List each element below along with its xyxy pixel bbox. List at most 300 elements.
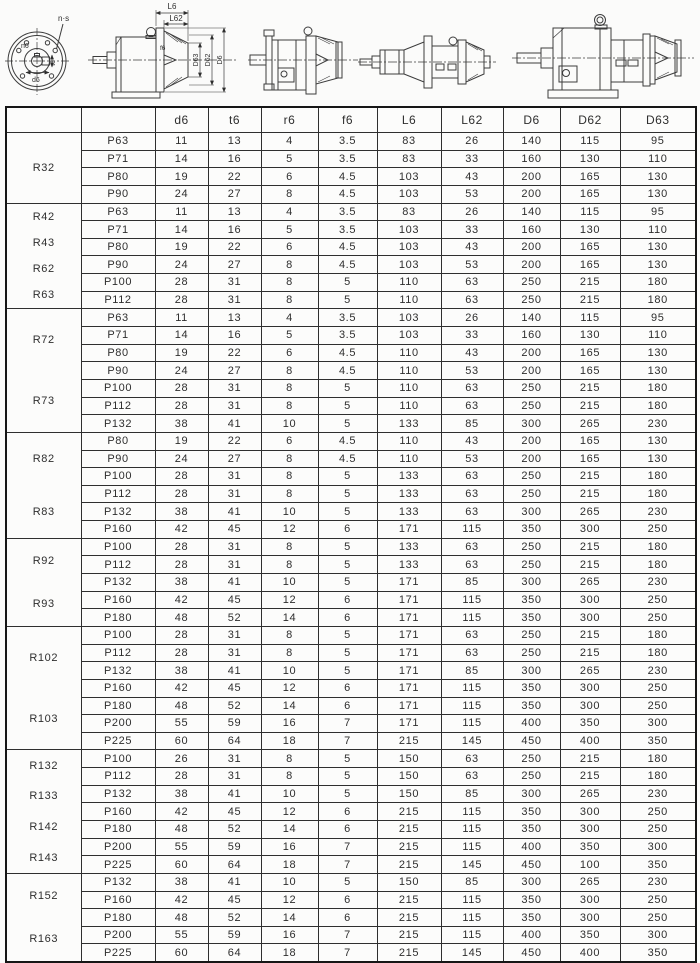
dimension-value-cell: 145 (441, 732, 503, 750)
dimension-value-cell: 5 (261, 327, 318, 345)
frame-size-cell: P100 (81, 750, 155, 768)
dimension-value-cell: 230 (620, 873, 696, 891)
dimension-value-cell: 250 (503, 274, 560, 292)
frame-size-cell: P71 (81, 150, 155, 168)
dimension-value-cell: 8 (261, 274, 318, 292)
table-row (6, 609, 696, 627)
column-header-L6: L6 (377, 107, 441, 133)
dimension-value-cell: 250 (620, 803, 696, 821)
table-row (6, 856, 696, 874)
dimension-value-cell: 160 (503, 221, 560, 239)
dimension-value-cell: 28 (155, 626, 208, 644)
dimension-value-cell: 200 (503, 362, 560, 380)
dimension-value-cell: 14 (261, 820, 318, 838)
dimension-value-cell: 110 (377, 344, 441, 362)
group-label-cell (6, 538, 81, 626)
dimension-value-cell: 133 (377, 556, 441, 574)
dimension-value-cell: 28 (155, 468, 208, 486)
dimension-value-cell: 115 (441, 909, 503, 927)
dimension-value-cell: 400 (560, 732, 620, 750)
dimension-value-cell: 64 (208, 732, 261, 750)
dimension-value-cell: 300 (560, 909, 620, 927)
group-label: R152 (29, 889, 59, 902)
table-row (6, 415, 696, 433)
dimension-value-cell: 130 (620, 256, 696, 274)
dimension-value-cell: 180 (620, 538, 696, 556)
dimension-value-cell: 22 (208, 238, 261, 256)
dimension-value-cell: 95 (620, 133, 696, 151)
group-label: R63 (32, 289, 55, 302)
dimension-value-cell: 38 (155, 574, 208, 592)
dimension-value-cell: 43 (441, 238, 503, 256)
dimension-value-cell: 250 (503, 291, 560, 309)
dimension-value-cell: 200 (503, 256, 560, 274)
dimension-value-cell: 200 (503, 432, 560, 450)
dimension-value-cell: 6 (318, 521, 377, 539)
dimension-value-cell: 115 (441, 803, 503, 821)
dimension-value-cell: 115 (560, 309, 620, 327)
dimension-value-cell: 300 (560, 679, 620, 697)
dimension-value-cell: 63 (441, 468, 503, 486)
table-row (6, 168, 696, 186)
dimension-value-cell: 4.5 (318, 168, 377, 186)
dimension-value-cell: 230 (620, 662, 696, 680)
dimension-value-cell: 215 (377, 820, 441, 838)
dimension-value-cell: 18 (261, 856, 318, 874)
dimension-value-cell: 19 (155, 168, 208, 186)
technical-drawings (0, 0, 700, 106)
table-row (6, 556, 696, 574)
frame-size-cell: P100 (81, 379, 155, 397)
dimension-value-cell: 4.5 (318, 185, 377, 203)
dimension-value-cell: 4.5 (318, 432, 377, 450)
dimension-value-cell: 215 (560, 538, 620, 556)
dimension-value-cell: 6 (261, 344, 318, 362)
dimension-value-cell: 52 (208, 909, 261, 927)
dimension-value-cell: 16 (208, 327, 261, 345)
dim-f6-label: f6 (160, 45, 166, 52)
frame-size-cell: P112 (81, 291, 155, 309)
dimension-value-cell: 59 (208, 715, 261, 733)
dimension-value-cell: 42 (155, 521, 208, 539)
frame-size-cell: P100 (81, 626, 155, 644)
dimension-value-cell: 400 (503, 715, 560, 733)
dimension-value-cell: 42 (155, 891, 208, 909)
dimension-value-cell: 28 (155, 556, 208, 574)
dimension-value-cell: 350 (503, 591, 560, 609)
flange-reducer-drawing (248, 27, 358, 94)
dimension-value-cell: 7 (318, 944, 377, 962)
dimension-value-cell: 165 (560, 185, 620, 203)
dimension-value-cell: 265 (560, 574, 620, 592)
dimension-value-cell: 165 (560, 362, 620, 380)
dimension-value-cell: 250 (503, 485, 560, 503)
group-label: R73 (32, 395, 55, 408)
dimensions-table-header (6, 107, 696, 133)
dimension-value-cell: 16 (208, 150, 261, 168)
table-row (6, 362, 696, 380)
dimension-value-cell: 3.5 (318, 221, 377, 239)
dimension-value-cell: 14 (261, 697, 318, 715)
table-row (6, 538, 696, 556)
dimension-value-cell: 64 (208, 944, 261, 962)
dimension-value-cell: 265 (560, 662, 620, 680)
dimension-value-cell: 215 (560, 750, 620, 768)
frame-size-cell: P180 (81, 609, 155, 627)
dimension-value-cell: 450 (503, 944, 560, 962)
dimension-value-cell: 6 (318, 591, 377, 609)
frame-size-cell: P132 (81, 503, 155, 521)
frame-size-cell: P132 (81, 662, 155, 680)
group-label-cell (6, 432, 81, 538)
frame-size-cell: P200 (81, 838, 155, 856)
frame-size-cell: P132 (81, 415, 155, 433)
dimension-value-cell: 250 (503, 468, 560, 486)
table-row (6, 785, 696, 803)
dimension-value-cell: 6 (261, 432, 318, 450)
dimension-value-cell: 130 (620, 238, 696, 256)
dimension-value-cell: 8 (261, 397, 318, 415)
dimension-value-cell: 250 (503, 556, 560, 574)
dimension-value-cell: 180 (620, 274, 696, 292)
frame-size-cell: P71 (81, 221, 155, 239)
dimension-value-cell: 41 (208, 503, 261, 521)
frame-size-cell: P63 (81, 133, 155, 151)
group-label-cell (6, 626, 81, 749)
dimension-value-cell: 250 (503, 538, 560, 556)
group-label: R133 (29, 790, 59, 803)
dimension-value-cell: 300 (560, 697, 620, 715)
dimension-value-cell: 215 (560, 379, 620, 397)
dimension-value-cell: 130 (620, 185, 696, 203)
dimension-value-cell: 300 (503, 873, 560, 891)
table-row (6, 450, 696, 468)
dimension-value-cell: 31 (208, 468, 261, 486)
dimension-value-cell: 300 (620, 838, 696, 856)
dimension-value-cell: 110 (377, 379, 441, 397)
dimension-value-cell: 53 (441, 185, 503, 203)
group-label-cell (6, 873, 81, 962)
dimension-value-cell: 300 (560, 521, 620, 539)
dimension-value-cell: 215 (377, 856, 441, 874)
table-row (6, 274, 696, 292)
dimension-value-cell: 4.5 (318, 450, 377, 468)
dimension-value-cell: 250 (503, 626, 560, 644)
table-row (6, 679, 696, 697)
dimension-value-cell: 53 (441, 450, 503, 468)
dimension-value-cell: 8 (261, 185, 318, 203)
group-label: R32 (32, 161, 55, 174)
frame-size-cell: P180 (81, 820, 155, 838)
dimension-value-cell: 215 (560, 468, 620, 486)
dimension-value-cell: 265 (560, 503, 620, 521)
frame-size-cell: P180 (81, 697, 155, 715)
dimension-value-cell: 215 (377, 838, 441, 856)
table-row (6, 820, 696, 838)
dimension-value-cell: 133 (377, 468, 441, 486)
dimension-value-cell: 4.5 (318, 238, 377, 256)
dimension-value-cell: 5 (318, 415, 377, 433)
dimension-value-cell: 171 (377, 697, 441, 715)
dimension-value-cell: 165 (560, 432, 620, 450)
dimension-value-cell: 60 (155, 856, 208, 874)
foot-mounted-reducer-drawing (512, 15, 694, 99)
dimension-value-cell: 13 (208, 309, 261, 327)
frame-size-cell: P160 (81, 591, 155, 609)
dimension-value-cell: 130 (620, 344, 696, 362)
group-label-cell (6, 309, 81, 432)
dimension-value-cell: 16 (261, 926, 318, 944)
dimension-value-cell: 5 (261, 221, 318, 239)
group-label: R93 (32, 598, 55, 611)
dimension-value-cell: 64 (208, 856, 261, 874)
frame-size-cell: P90 (81, 450, 155, 468)
dimension-value-cell: 3.5 (318, 133, 377, 151)
dimension-value-cell: 59 (208, 926, 261, 944)
group-label: R143 (29, 851, 59, 864)
table-row (6, 891, 696, 909)
dimension-value-cell: 300 (560, 803, 620, 821)
dimension-value-cell: 5 (318, 538, 377, 556)
dimension-value-cell: 110 (620, 221, 696, 239)
dimension-value-cell: 5 (318, 503, 377, 521)
group-label: R142 (29, 820, 59, 833)
dim-d63-label: D63 (193, 53, 200, 67)
dimension-value-cell: 250 (620, 609, 696, 627)
dimension-value-cell: 8 (261, 538, 318, 556)
table-row (6, 926, 696, 944)
dimension-value-cell: 160 (503, 327, 560, 345)
dimension-value-cell: 133 (377, 503, 441, 521)
dimension-value-cell: 6 (318, 609, 377, 627)
table-row (6, 644, 696, 662)
column-header-D63: D63 (620, 107, 696, 133)
dimension-value-cell: 6 (318, 679, 377, 697)
dimension-value-cell: 42 (155, 591, 208, 609)
column-header-blank (6, 107, 81, 133)
dimension-value-cell: 130 (620, 450, 696, 468)
dimension-value-cell: 115 (560, 203, 620, 221)
table-row (6, 221, 696, 239)
dimension-value-cell: 200 (503, 344, 560, 362)
dimension-value-cell: 180 (620, 644, 696, 662)
dimension-value-cell: 63 (441, 291, 503, 309)
dimension-value-cell: 300 (503, 574, 560, 592)
table-row (6, 291, 696, 309)
dimension-value-cell: 45 (208, 803, 261, 821)
group-label: R103 (29, 712, 59, 725)
column-header-L62: L62 (441, 107, 503, 133)
dimension-value-cell: 103 (377, 327, 441, 345)
dimension-value-cell: 12 (261, 891, 318, 909)
table-row (6, 344, 696, 362)
dimension-value-cell: 5 (318, 662, 377, 680)
table-row (6, 397, 696, 415)
dimension-value-cell: 5 (318, 291, 377, 309)
dimension-value-cell: 53 (441, 256, 503, 274)
frame-size-cell: P112 (81, 556, 155, 574)
table-row (6, 662, 696, 680)
dimension-value-cell: 5 (318, 750, 377, 768)
dimension-value-cell: 31 (208, 485, 261, 503)
dimension-value-cell: 28 (155, 644, 208, 662)
dimension-value-cell: 26 (155, 750, 208, 768)
dimension-value-cell: 350 (620, 732, 696, 750)
dimension-value-cell: 14 (155, 221, 208, 239)
dimension-value-cell: 5 (318, 274, 377, 292)
dimension-value-cell: 55 (155, 838, 208, 856)
dimension-value-cell: 180 (620, 397, 696, 415)
group-label: R43 (32, 236, 55, 249)
dimension-value-cell: 31 (208, 397, 261, 415)
dimension-value-cell: 140 (503, 133, 560, 151)
dims-table-body (6, 133, 696, 963)
dimension-value-cell: 63 (441, 503, 503, 521)
dimension-value-cell: 265 (560, 873, 620, 891)
dimension-value-cell: 33 (441, 327, 503, 345)
dimension-value-cell: 26 (441, 309, 503, 327)
dimension-value-cell: 110 (377, 397, 441, 415)
dimension-value-cell: 133 (377, 485, 441, 503)
dimension-value-cell: 63 (441, 379, 503, 397)
dimension-value-cell: 5 (318, 768, 377, 786)
frame-size-cell: P100 (81, 468, 155, 486)
dimension-value-cell: 115 (441, 591, 503, 609)
dimension-value-cell: 180 (620, 291, 696, 309)
dimension-value-cell: 215 (377, 926, 441, 944)
dimension-value-cell: 250 (620, 909, 696, 927)
table-row (6, 327, 696, 345)
dimension-value-cell: 28 (155, 274, 208, 292)
dimension-value-cell: 7 (318, 856, 377, 874)
dimension-value-cell: 215 (560, 485, 620, 503)
dimension-value-cell: 230 (620, 415, 696, 433)
dimension-value-cell: 45 (208, 679, 261, 697)
dimension-value-cell: 48 (155, 909, 208, 927)
dimension-value-cell: 4.5 (318, 362, 377, 380)
dimension-value-cell: 350 (503, 679, 560, 697)
group-label: R42 (32, 210, 55, 223)
dimension-value-cell: 42 (155, 803, 208, 821)
dimension-value-cell: 250 (620, 521, 696, 539)
dimension-value-cell: 5 (261, 150, 318, 168)
dimension-value-cell: 22 (208, 432, 261, 450)
dimension-value-cell: 7 (318, 926, 377, 944)
dimension-value-cell: 215 (560, 274, 620, 292)
dimension-value-cell: 115 (441, 521, 503, 539)
column-header-f6: f6 (318, 107, 377, 133)
dimension-value-cell: 3.5 (318, 150, 377, 168)
dimension-value-cell: 33 (441, 150, 503, 168)
frame-size-cell: P200 (81, 926, 155, 944)
dimension-value-cell: 230 (620, 574, 696, 592)
dimension-value-cell: 28 (155, 379, 208, 397)
dimension-value-cell: 180 (620, 468, 696, 486)
table-row (6, 468, 696, 486)
motor-mounted-reducer-drawing (358, 36, 496, 88)
dimension-value-cell: 48 (155, 697, 208, 715)
dimension-value-cell: 180 (620, 626, 696, 644)
dimension-value-cell: 350 (560, 715, 620, 733)
table-row (6, 485, 696, 503)
dimension-value-cell: 5 (318, 468, 377, 486)
dimension-value-cell: 8 (261, 379, 318, 397)
dimension-value-cell: 11 (155, 309, 208, 327)
dimension-value-cell: 38 (155, 415, 208, 433)
column-header-D62: D62 (560, 107, 620, 133)
dimension-value-cell: 22 (208, 344, 261, 362)
dimension-value-cell: 10 (261, 873, 318, 891)
dimension-value-cell: 7 (318, 838, 377, 856)
dimension-value-cell: 48 (155, 820, 208, 838)
dimension-value-cell: 38 (155, 503, 208, 521)
dimension-value-cell: 63 (441, 538, 503, 556)
dimension-value-cell: 5 (318, 379, 377, 397)
frame-size-cell: P80 (81, 344, 155, 362)
dimension-value-cell: 230 (620, 503, 696, 521)
dimension-value-cell: 31 (208, 626, 261, 644)
dimension-value-cell: 350 (503, 820, 560, 838)
dimension-value-cell: 3.5 (318, 327, 377, 345)
dimension-value-cell: 215 (560, 397, 620, 415)
dimension-value-cell: 250 (503, 379, 560, 397)
dimension-value-cell: 6 (318, 803, 377, 821)
dimension-value-cell: 4.5 (318, 256, 377, 274)
dimension-value-cell: 24 (155, 185, 208, 203)
dimension-value-cell: 171 (377, 644, 441, 662)
dimension-value-cell: 4 (261, 203, 318, 221)
dimension-value-cell: 215 (377, 732, 441, 750)
dimension-value-cell: 300 (620, 715, 696, 733)
dimension-value-cell: 215 (377, 891, 441, 909)
dimension-value-cell: 95 (620, 203, 696, 221)
dimension-value-cell: 41 (208, 574, 261, 592)
dimension-value-cell: 10 (261, 785, 318, 803)
dimension-value-cell: 5 (318, 785, 377, 803)
dimension-value-cell: 180 (620, 379, 696, 397)
dimension-value-cell: 31 (208, 556, 261, 574)
dimension-value-cell: 171 (377, 715, 441, 733)
dimension-value-cell: 83 (377, 133, 441, 151)
dimension-value-cell: 265 (560, 415, 620, 433)
dimension-value-cell: 63 (441, 768, 503, 786)
dimension-value-cell: 200 (503, 450, 560, 468)
dimension-value-cell: 95 (620, 309, 696, 327)
dim-d62-label: D62 (205, 53, 212, 67)
dimension-value-cell: 85 (441, 574, 503, 592)
dimension-value-cell: 400 (503, 926, 560, 944)
table-row (6, 697, 696, 715)
frame-size-cell: P112 (81, 768, 155, 786)
dimension-value-cell: 8 (261, 556, 318, 574)
frame-size-cell: P112 (81, 485, 155, 503)
dimension-value-cell: 26 (441, 133, 503, 151)
dimensioned-side-view-drawing (88, 2, 236, 98)
dimension-value-cell: 115 (441, 891, 503, 909)
dimension-value-cell: 165 (560, 344, 620, 362)
dimension-value-cell: 7 (318, 732, 377, 750)
frame-size-cell: P80 (81, 238, 155, 256)
dimension-value-cell: 27 (208, 450, 261, 468)
dimension-value-cell: 28 (155, 768, 208, 786)
dimension-value-cell: 8 (261, 626, 318, 644)
table-row (6, 909, 696, 927)
dimension-value-cell: 115 (441, 679, 503, 697)
dimension-value-cell: 130 (560, 221, 620, 239)
frame-size-cell: P100 (81, 538, 155, 556)
dimension-value-cell: 110 (620, 327, 696, 345)
table-row (6, 838, 696, 856)
